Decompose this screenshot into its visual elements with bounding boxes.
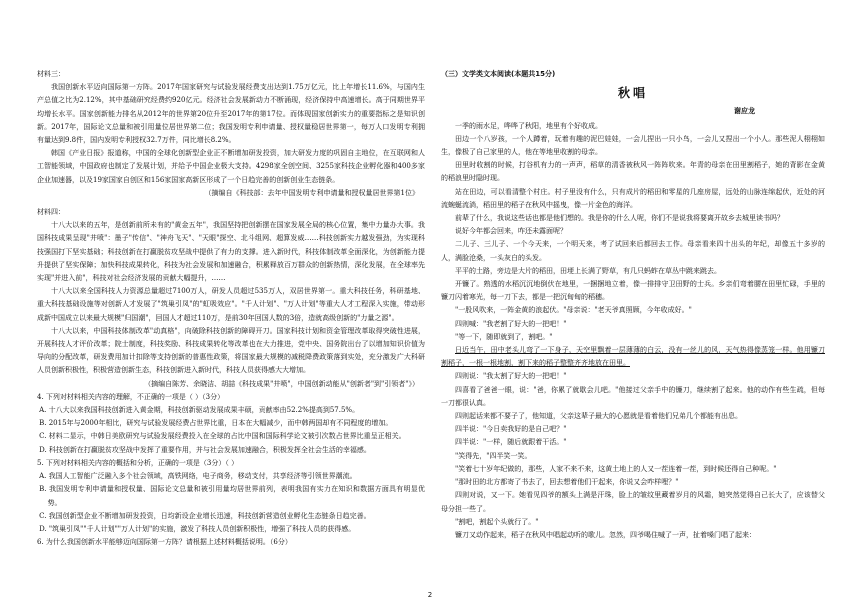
question-6-stem: 6. 为什么我国创新水平能够迈向国际第一方阵？请根据上述材料概括说明。（6分） <box>37 538 292 547</box>
question-5-option-a: A. 我国人工智能广泛融入多个社会领域，高铁网络，电子商务，移动支付，共享经济等引领世界潮流。 <box>39 472 357 481</box>
story-paragraph: "割吧，割起个头就行了。" <box>455 517 539 526</box>
m4-paragraph-1: 十八大以来的五年，是创新前所未有的"黄金五年"，我国坚持把创新摆在国家发展全局的核心位置，集中力量办大事。我国科技成果呈现"井喷"：墨子"传信"、"神舟飞天"、"天眼"探空、北斗组网、超算发威……科技创新实力越发强劲，为实现科技强国打下坚实基础；科技创新在打赢脱贫攻坚战中提供了有力的支撑。进入新时代，科技体制改革全面深化，为创新能力提升提供了坚实保障；加快科技成果转化，科技为社会发展和加速融合，积累释放百万群众的创新热情，深化发展，在全球率先实现"并进入前"，科技对社会经济发展的贡献大幅提升，…… <box>37 221 425 283</box>
story-paragraph: 说好今年都会回来，咋还未露面呢？ <box>455 227 567 236</box>
story-title: 秋唱 <box>617 86 648 101</box>
story-paragraph: "等一下，随即就到了，割吧。" <box>455 332 553 341</box>
question-5-stem: 5. 下列对材料相关内容的概括和分析，正确的一项是（3分）（ ） <box>37 458 239 467</box>
left-column <box>37 68 425 549</box>
question-5-option-c: C. 我国创新型企业不断增加研发投资，日均新设企业增长迅速，科技创新营造创业孵化生态链条日趋完善。 <box>39 511 371 520</box>
story-paragraph: 四喜看了爸爸一眼，说："爸，你累了就歇会儿吧。"他接过父亲手中的镰刀，继续割了起来。他的动作有些生疏，但每一刀都很认真。 <box>441 385 825 407</box>
question-4-option-d: D. 科技创新在打赢脱贫攻坚战中发挥了重要作用，并与社会发展加速融合，积极发挥全社会生活的幸福感。 <box>39 445 371 454</box>
section-heading: （三）文学类文本阅读(本题共15分) <box>441 70 556 78</box>
story-author: 谢应龙 <box>734 106 755 116</box>
story-paragraph: 四则喊："我老割了好大的一把吧！" <box>455 319 567 328</box>
question-4-option-b: B. 2015年与2000年相比，研究与试验发展经费占世界比重，日本在大幅减少，而中韩两国却有不同程度的增加。 <box>39 419 393 428</box>
story-paragraph: 开镰了。熟透的水稻沉沉地倒伏在地里，一捆捆地立着，像一排排守卫田野的士兵。乡亲们弯着腰在田里忙碌，手里的镰刀闪着寒光，每一刀下去，都是一把沉甸甸的稻穗。 <box>441 280 825 302</box>
m4-paragraph-2: 十八大以来全国科技人力资源总量超过7100万人，研发人员超过535万人，双居世界第一。重大科技任务，科研基地、重大科技基础设施等对创新人才发展了"筑巢引凤"的"虹吸效应"。"千人计划"、"万人计划"等重大人才工程深入实施，带动形成新中国成立以来最大规模"归国潮"，回国人才超过110万，是前30年回国人数的3倍，造就高级创新的"力量之源"。 <box>37 287 425 322</box>
m4-source: （摘编自陈芳、余晓洁、胡喆《科技成果"井喷"，中国创新动能从"创新者"到"引领者"》） <box>144 379 419 388</box>
right-column <box>441 68 825 542</box>
story-paragraph: "笑得先，"四半笑一笑。 <box>455 451 532 460</box>
m4-paragraph-3: 十八大以来，中国科技体制改革"动真格"，向破除科技创新的障碍开刀。国家科技计划和资金管理改革取得突破性进展，开展科技人才评价改革；院士制度，科技奖励、科技成果转化等改革也在大力推进，党中央、国务院出台了以增加知识价值为导向的分配改革，研发费用加计扣除等支持创新的普惠性政策，将国家最大规模的减税降费政策落到实处，充分激发广大科研人员创新积极性，积极营造创新生态，科技创新进入新时代，科技人员获得感大大增加。 <box>37 326 425 375</box>
story-paragraph: 站在田边，可以看清整个村庄。村子里没有什么，只有成片的稻田和零星的几座房屋，远处的山脉连绵起伏，近处的河流蜿蜒流淌，稻田里的稻子在秋风中摇曳，像一片金色的海洋。 <box>441 187 825 209</box>
story-paragraph: "一股风吹来，一阵金黄的浪起伏。"母亲说："老天爷真照顾，今年收成好。" <box>455 306 692 315</box>
question-4-option-a: A. 十八大以来我国科技创新进入黄金期，科技创新驱动发展成果丰硕，贡献率由52.2%提高到57.5%。 <box>39 406 360 415</box>
story-paragraph: 四半说："一样，随后就跟着干活。" <box>455 438 567 447</box>
question-4-option-c: C. 材料二显示，中韩日美欧研究与试验发展经费投入在全球的占比中国和国际科学论文被引次数占世界比重呈正相关。 <box>39 432 406 441</box>
story-paragraph: 平平的土路，旁边是大片的稻田，田埂上长满了野草，有几只蚂蚱在草丛中跳来跳去。 <box>455 266 721 275</box>
page-number: 2 <box>427 591 433 599</box>
material3-heading: 材料三： <box>37 70 65 78</box>
story-paragraph: "笑着七十岁年纪做的，那些，人家不来不来，这黄土地上的人又一茬连着一茬，到时候还得自己种呢。" <box>455 464 777 473</box>
question-4-stem: 4. 下列对材料相关内容的理解，不正确的一项是（ ）（3分） <box>37 392 225 401</box>
question-5-option-b: B. 我国发明专利申请量和授权量、国际论文总量和被引用量均居世界前列，表明我国有实力在知识和数据方面具有明显优势。 <box>39 485 425 507</box>
m3-source: （摘编自《科技部：去年中国发明专利申请量和授权量居世界第1位》 <box>204 188 419 197</box>
story-paragraph: 田边一个八岁孩，一个人蹲着，玩着有趣的泥巴娃娃，一会儿捏出一只小鸟，一会儿又捏出一个小人。那些泥人栩栩如生，像极了自己家里的人，他在等地里收割的母亲。 <box>441 134 825 157</box>
story-paragraph: 一季的雨水足，哗哗了秋阳，地里有个好收成。 <box>455 121 602 130</box>
story-paragraph: 镰刀又动作起来，稻子在秋风中唱起动听的歌儿。忽然，四爷喝住喊了一声，扯着嗓门唱了起来： <box>455 530 756 539</box>
m3-paragraph-2: 韩国《产业日报》报道称，中国的全球化创新型企业正不断增加研发投资，加大研发力度的巩固自主地位，在互联网和人工智能领域，中国政府也制定了发展计划，并给予中国企业极大支持。4298家全创空间、3255家科技企业孵化器和400多家企业加速器，以及19家国家自创区和156家国家高新区形成了一个日趋完善的创新创业生态链条。 <box>37 149 425 184</box>
story-paragraph: 四半说："今日卖我好的是自己吧？" <box>455 425 567 434</box>
material4-heading: 材料四： <box>37 208 65 217</box>
story-paragraph: 四则对说，又一下。她看见四爷的额头上满是汗珠，脸上的皱纹里藏着岁月的风霜，她突然觉得自己长大了，应该替父母分担一些了。 <box>441 491 825 513</box>
story-paragraph: 四则说："我太割了好大的一把吧！" <box>455 372 567 381</box>
story-paragraph: 田里时收割的时候，打谷机有力的一声声，稻草的清香被秋风一阵阵吹来。年青的母亲在田里割稻子，她的背影在金黄的稻浪里时隐时现。 <box>441 161 825 183</box>
story-paragraph: 二儿子、三儿子、一个今天来，一个明天来，考了试回来后都回去工作。母亲看来四十出头的年纪，却像五十多岁的人，满脸沧桑，一头灰白的头发。 <box>441 240 825 262</box>
underlined-passage: 日近当午，田中老头儿弯了一下身子，天空里飘着一层薄薄的白云，没有一丝儿的风，天气热得像蒸笼一样。他用镰刀割稻子，一根一根地割，割下来的稻子整整齐齐地放在田里。 <box>441 346 825 368</box>
question-5-option-d: D. "筑巢引凤""千人计划""万人计划"的实施，激发了科技人员创新积极性，增强了科技人员的获得感。 <box>39 524 356 533</box>
m3-paragraph-1: 我国创新水平迈向国际第一方阵。2017年国家研究与试验发展经费支出达到1.75万亿元，比上年增长11.6%，与国内生产总值之比为2.12%，其中基础研究经费约920亿元。经济社会发展新动力不断涌现，经济保持中高速增长。高于同期世界平均增长水平。国家创新能力排名从2012年的世界第20位升至2017年的第17位。而体现国家创新实力的重要指标之是知识创新。2017年，国际论文总量和被引用量位居世界第二位；我国发明专利申请量、授权量稳居世界第一，每万人口发明专利拥有量达到9.8件，国内发明专利授权32.7万件，同比增长8.2%。 <box>37 83 425 145</box>
story-paragraph: "那时田的北方都寄了书去了，回去想着他们干起来，你说又会咋样哩？" <box>455 478 679 487</box>
story-paragraph: 四则起话来都不要子了，他知道，父亲这辈子最大的心愿就是看着他们兄弟几个都能有出息。 <box>455 412 742 421</box>
story-paragraph: 前辈了什么，我说这些话也都是他们想的。我是你的什么人呢，你们不是说我将要离开故乡去城里读书吗？ <box>455 214 784 223</box>
